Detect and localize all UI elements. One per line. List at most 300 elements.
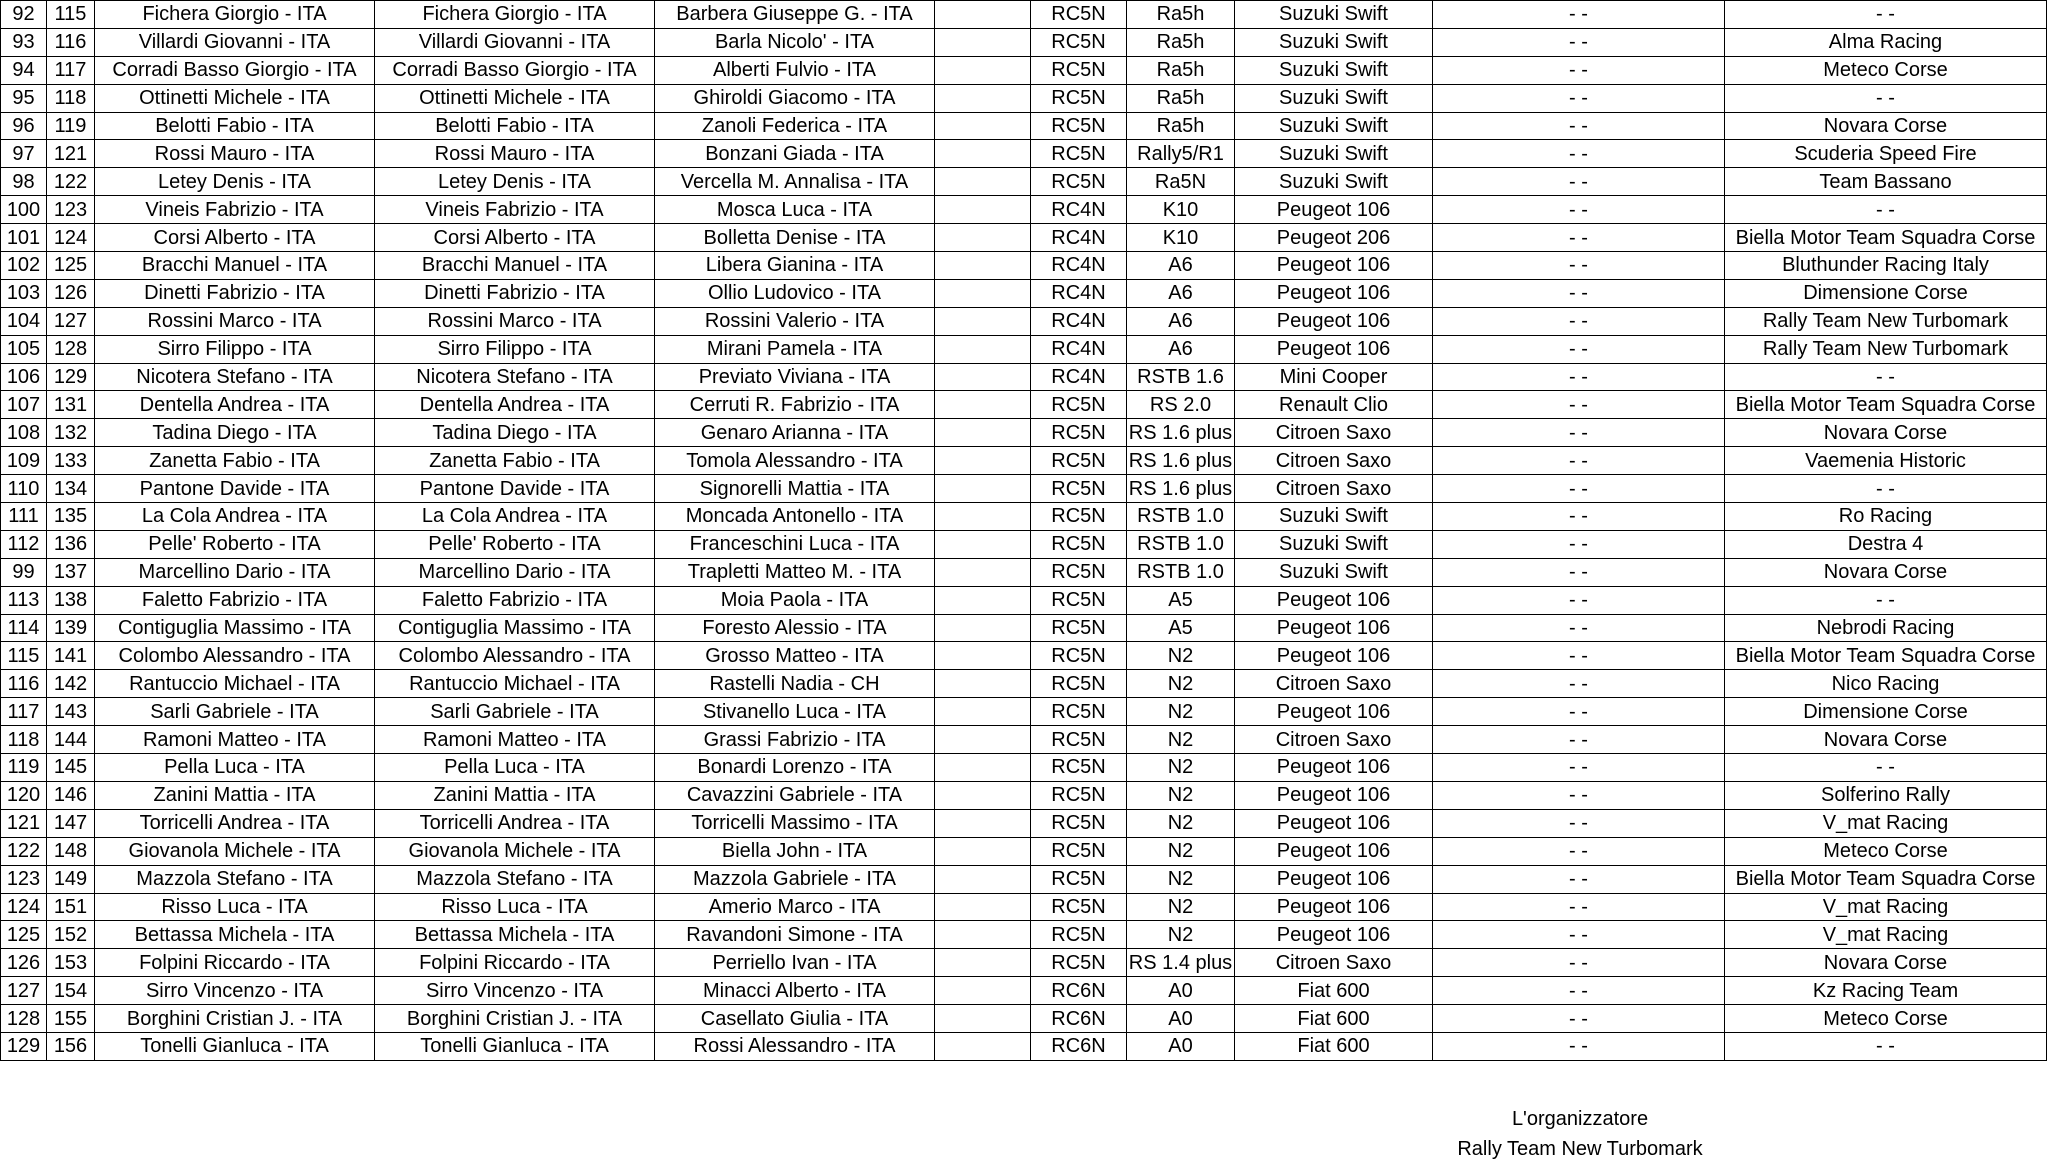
team-cell: Dimensione Corse — [1725, 279, 2047, 307]
blank-cell — [935, 698, 1031, 726]
order-cell: 117 — [1, 698, 47, 726]
car-cell: Peugeot 106 — [1235, 837, 1433, 865]
car-cell: Peugeot 206 — [1235, 224, 1433, 252]
competitor-cell: Corsi Alberto - ITA — [95, 224, 375, 252]
team-cell: Alma Racing — [1725, 28, 2047, 56]
competitor-cell: Folpini Riccardo - ITA — [95, 949, 375, 977]
blank-cell — [935, 949, 1031, 977]
competitor-cell: Giovanola Michele - ITA — [95, 837, 375, 865]
table-row — [1, 28, 2047, 56]
car-cell: Citroen Saxo — [1235, 949, 1433, 977]
car-cell: Suzuki Swift — [1235, 140, 1433, 168]
driver-cell: Corradi Basso Giorgio - ITA — [375, 56, 655, 84]
class-cell: A6 — [1127, 279, 1235, 307]
license-cell: - - — [1433, 307, 1725, 335]
driver-cell: Pantone Davide - ITA — [375, 475, 655, 503]
codriver-cell: Rossi Alessandro - ITA — [655, 1032, 935, 1060]
license-cell: - - — [1433, 419, 1725, 447]
driver-cell: Rossi Mauro - ITA — [375, 140, 655, 168]
driver-cell: Bracchi Manuel - ITA — [375, 252, 655, 280]
race-number-cell: 127 — [47, 307, 95, 335]
driver-cell: Tadina Diego - ITA — [375, 419, 655, 447]
order-cell: 111 — [1, 503, 47, 531]
class-cell: Ra5h — [1127, 1, 1235, 29]
blank-cell — [935, 335, 1031, 363]
class-cell: N2 — [1127, 809, 1235, 837]
driver-cell: Mazzola Stefano - ITA — [375, 865, 655, 893]
codriver-cell: Amerio Marco - ITA — [655, 893, 935, 921]
table-row — [1, 279, 2047, 307]
driver-cell: Contiguglia Massimo - ITA — [375, 614, 655, 642]
license-cell: - - — [1433, 391, 1725, 419]
race-number-cell: 116 — [47, 28, 95, 56]
car-cell: Peugeot 106 — [1235, 893, 1433, 921]
codriver-cell: Biella John - ITA — [655, 837, 935, 865]
race-number-cell: 128 — [47, 335, 95, 363]
license-cell: - - — [1433, 84, 1725, 112]
race-number-cell: 148 — [47, 837, 95, 865]
group-cell: RC5N — [1031, 809, 1127, 837]
group-cell: RC5N — [1031, 447, 1127, 475]
table-row — [1, 893, 2047, 921]
group-cell: RC5N — [1031, 670, 1127, 698]
order-cell: 106 — [1, 363, 47, 391]
team-cell: Novara Corse — [1725, 419, 2047, 447]
driver-cell: Corsi Alberto - ITA — [375, 224, 655, 252]
order-cell: 127 — [1, 977, 47, 1005]
class-cell: RSTB 1.6 — [1127, 363, 1235, 391]
competitor-cell: Corradi Basso Giorgio - ITA — [95, 56, 375, 84]
codriver-cell: Moncada Antonello - ITA — [655, 503, 935, 531]
table-row — [1, 84, 2047, 112]
blank-cell — [935, 726, 1031, 754]
class-cell: K10 — [1127, 224, 1235, 252]
license-cell: - - — [1433, 1, 1725, 29]
class-cell: Ra5h — [1127, 84, 1235, 112]
order-cell: 119 — [1, 754, 47, 782]
driver-cell: Folpini Riccardo - ITA — [375, 949, 655, 977]
blank-cell — [935, 503, 1031, 531]
competitor-cell: Risso Luca - ITA — [95, 893, 375, 921]
license-cell: - - — [1433, 586, 1725, 614]
group-cell: RC5N — [1031, 949, 1127, 977]
blank-cell — [935, 1032, 1031, 1060]
codriver-cell: Trapletti Matteo M. - ITA — [655, 558, 935, 586]
competitor-cell: Nicotera Stefano - ITA — [95, 363, 375, 391]
codriver-cell: Mazzola Gabriele - ITA — [655, 865, 935, 893]
class-cell: N2 — [1127, 754, 1235, 782]
competitor-cell: Sarli Gabriele - ITA — [95, 698, 375, 726]
driver-cell: Tonelli Gianluca - ITA — [375, 1032, 655, 1060]
blank-cell — [935, 391, 1031, 419]
car-cell: Suzuki Swift — [1235, 1, 1433, 29]
group-cell: RC5N — [1031, 503, 1127, 531]
team-cell: Meteco Corse — [1725, 837, 2047, 865]
competitor-cell: Vineis Fabrizio - ITA — [95, 196, 375, 224]
table-row — [1, 252, 2047, 280]
table-row — [1, 196, 2047, 224]
group-cell: RC5N — [1031, 28, 1127, 56]
blank-cell — [935, 84, 1031, 112]
blank-cell — [935, 168, 1031, 196]
license-cell: - - — [1433, 977, 1725, 1005]
driver-cell: Dinetti Fabrizio - ITA — [375, 279, 655, 307]
competitor-cell: Rantuccio Michael - ITA — [95, 670, 375, 698]
group-cell: RC4N — [1031, 307, 1127, 335]
driver-cell: Vineis Fabrizio - ITA — [375, 196, 655, 224]
class-cell: A6 — [1127, 252, 1235, 280]
table-row — [1, 1005, 2047, 1033]
class-cell: N2 — [1127, 726, 1235, 754]
group-cell: RC5N — [1031, 419, 1127, 447]
order-cell: 109 — [1, 447, 47, 475]
driver-cell: Ottinetti Michele - ITA — [375, 84, 655, 112]
team-cell: Meteco Corse — [1725, 56, 2047, 84]
class-cell: RS 1.6 plus — [1127, 419, 1235, 447]
codriver-cell: Alberti Fulvio - ITA — [655, 56, 935, 84]
car-cell: Suzuki Swift — [1235, 530, 1433, 558]
driver-cell: Belotti Fabio - ITA — [375, 112, 655, 140]
license-cell: - - — [1433, 224, 1725, 252]
group-cell: RC4N — [1031, 196, 1127, 224]
race-number-cell: 153 — [47, 949, 95, 977]
class-cell: N2 — [1127, 698, 1235, 726]
group-cell: RC5N — [1031, 893, 1127, 921]
codriver-cell: Rastelli Nadia - CH — [655, 670, 935, 698]
table-row — [1, 475, 2047, 503]
order-cell: 110 — [1, 475, 47, 503]
car-cell: Peugeot 106 — [1235, 698, 1433, 726]
table-row — [1, 670, 2047, 698]
order-cell: 99 — [1, 558, 47, 586]
class-cell: Ra5h — [1127, 28, 1235, 56]
race-number-cell: 154 — [47, 977, 95, 1005]
blank-cell — [935, 252, 1031, 280]
competitor-cell: Tadina Diego - ITA — [95, 419, 375, 447]
team-cell: Vaemenia Historic — [1725, 447, 2047, 475]
blank-cell — [935, 363, 1031, 391]
team-cell: - - — [1725, 754, 2047, 782]
license-cell: - - — [1433, 893, 1725, 921]
car-cell: Peugeot 106 — [1235, 279, 1433, 307]
class-cell: N2 — [1127, 865, 1235, 893]
codriver-cell: Perriello Ivan - ITA — [655, 949, 935, 977]
team-cell: Biella Motor Team Squadra Corse — [1725, 642, 2047, 670]
class-cell: Ra5h — [1127, 112, 1235, 140]
class-cell: RS 1.6 plus — [1127, 447, 1235, 475]
car-cell: Fiat 600 — [1235, 1005, 1433, 1033]
blank-cell — [935, 224, 1031, 252]
blank-cell — [935, 586, 1031, 614]
blank-cell — [935, 307, 1031, 335]
competitor-cell: Bracchi Manuel - ITA — [95, 252, 375, 280]
blank-cell — [935, 28, 1031, 56]
competitor-cell: Colombo Alessandro - ITA — [95, 642, 375, 670]
license-cell: - - — [1433, 726, 1725, 754]
blank-cell — [935, 558, 1031, 586]
license-cell: - - — [1433, 475, 1725, 503]
car-cell: Peugeot 106 — [1235, 921, 1433, 949]
group-cell: RC5N — [1031, 84, 1127, 112]
order-cell: 92 — [1, 1, 47, 29]
table-row — [1, 977, 2047, 1005]
competitor-cell: Rossini Marco - ITA — [95, 307, 375, 335]
license-cell: - - — [1433, 614, 1725, 642]
group-cell: RC5N — [1031, 558, 1127, 586]
class-cell: A0 — [1127, 1005, 1235, 1033]
order-cell: 104 — [1, 307, 47, 335]
race-number-cell: 145 — [47, 754, 95, 782]
competitor-cell: Faletto Fabrizio - ITA — [95, 586, 375, 614]
order-cell: 120 — [1, 781, 47, 809]
order-cell: 112 — [1, 530, 47, 558]
car-cell: Peugeot 106 — [1235, 809, 1433, 837]
blank-cell — [935, 447, 1031, 475]
race-number-cell: 146 — [47, 781, 95, 809]
race-number-cell: 126 — [47, 279, 95, 307]
class-cell: A6 — [1127, 307, 1235, 335]
competitor-cell: Sirro Vincenzo - ITA — [95, 977, 375, 1005]
race-number-cell: 119 — [47, 112, 95, 140]
driver-cell: Colombo Alessandro - ITA — [375, 642, 655, 670]
car-cell: Peugeot 106 — [1235, 307, 1433, 335]
group-cell: RC5N — [1031, 475, 1127, 503]
car-cell: Citroen Saxo — [1235, 475, 1433, 503]
group-cell: RC5N — [1031, 530, 1127, 558]
team-cell: Team Bassano — [1725, 168, 2047, 196]
table-row — [1, 56, 2047, 84]
group-cell: RC5N — [1031, 168, 1127, 196]
driver-cell: Faletto Fabrizio - ITA — [375, 586, 655, 614]
table-row — [1, 112, 2047, 140]
team-cell: V_mat Racing — [1725, 809, 2047, 837]
class-cell: Ra5h — [1127, 56, 1235, 84]
team-cell: Rally Team New Turbomark — [1725, 307, 2047, 335]
car-cell: Peugeot 106 — [1235, 865, 1433, 893]
table-row — [1, 224, 2047, 252]
team-cell: Solferino Rally — [1725, 781, 2047, 809]
group-cell: RC6N — [1031, 1032, 1127, 1060]
table-row — [1, 921, 2047, 949]
competitor-cell: Dentella Andrea - ITA — [95, 391, 375, 419]
codriver-cell: Bolletta Denise - ITA — [655, 224, 935, 252]
codriver-cell: Bonzani Giada - ITA — [655, 140, 935, 168]
blank-cell — [935, 837, 1031, 865]
codriver-cell: Zanoli Federica - ITA — [655, 112, 935, 140]
class-cell: RS 2.0 — [1127, 391, 1235, 419]
order-cell: 118 — [1, 726, 47, 754]
team-cell: Novara Corse — [1725, 726, 2047, 754]
license-cell: - - — [1433, 781, 1725, 809]
organizer-label: L'organizzatore — [1511, 1108, 1649, 1130]
table-row — [1, 140, 2047, 168]
race-number-cell: 142 — [47, 670, 95, 698]
driver-cell: Letey Denis - ITA — [375, 168, 655, 196]
codriver-cell: Previato Viviana - ITA — [655, 363, 935, 391]
codriver-cell: Mosca Luca - ITA — [655, 196, 935, 224]
blank-cell — [935, 279, 1031, 307]
codriver-cell: Rossini Valerio - ITA — [655, 307, 935, 335]
blank-cell — [935, 642, 1031, 670]
race-number-cell: 132 — [47, 419, 95, 447]
license-cell: - - — [1433, 28, 1725, 56]
race-number-cell: 151 — [47, 893, 95, 921]
order-cell: 121 — [1, 809, 47, 837]
car-cell: Peugeot 106 — [1235, 252, 1433, 280]
class-cell: RS 1.6 plus — [1127, 475, 1235, 503]
group-cell: RC6N — [1031, 977, 1127, 1005]
driver-cell: Sirro Vincenzo - ITA — [375, 977, 655, 1005]
blank-cell — [935, 112, 1031, 140]
car-cell: Citroen Saxo — [1235, 726, 1433, 754]
class-cell: N2 — [1127, 893, 1235, 921]
entry-list-body — [1, 1, 2047, 1061]
blank-cell — [935, 670, 1031, 698]
competitor-cell: Fichera Giorgio - ITA — [95, 1, 375, 29]
race-number-cell: 139 — [47, 614, 95, 642]
group-cell: RC5N — [1031, 754, 1127, 782]
codriver-cell: Minacci Alberto - ITA — [655, 977, 935, 1005]
competitor-cell: Ramoni Matteo - ITA — [95, 726, 375, 754]
table-row — [1, 642, 2047, 670]
competitor-cell: Tonelli Gianluca - ITA — [95, 1032, 375, 1060]
codriver-cell: Franceschini Luca - ITA — [655, 530, 935, 558]
race-number-cell: 156 — [47, 1032, 95, 1060]
team-cell: - - — [1725, 363, 2047, 391]
race-number-cell: 136 — [47, 530, 95, 558]
group-cell: RC5N — [1031, 614, 1127, 642]
competitor-cell: Pelle' Roberto - ITA — [95, 530, 375, 558]
competitor-cell: Rossi Mauro - ITA — [95, 140, 375, 168]
codriver-cell: Cerruti R. Fabrizio - ITA — [655, 391, 935, 419]
order-cell: 124 — [1, 893, 47, 921]
race-number-cell: 152 — [47, 921, 95, 949]
group-cell: RC4N — [1031, 279, 1127, 307]
team-cell: Novara Corse — [1725, 558, 2047, 586]
class-cell: A5 — [1127, 614, 1235, 642]
car-cell: Peugeot 106 — [1235, 614, 1433, 642]
race-number-cell: 134 — [47, 475, 95, 503]
order-cell: 98 — [1, 168, 47, 196]
race-number-cell: 129 — [47, 363, 95, 391]
table-row — [1, 865, 2047, 893]
codriver-cell: Mirani Pamela - ITA — [655, 335, 935, 363]
order-cell: 96 — [1, 112, 47, 140]
organizer-name: Rally Team New Turbomark — [1457, 1138, 1703, 1160]
car-cell: Suzuki Swift — [1235, 84, 1433, 112]
race-number-cell: 144 — [47, 726, 95, 754]
order-cell: 93 — [1, 28, 47, 56]
table-row — [1, 503, 2047, 531]
team-cell: V_mat Racing — [1725, 921, 2047, 949]
order-cell: 129 — [1, 1032, 47, 1060]
class-cell: Rally5/R1 — [1127, 140, 1235, 168]
competitor-cell: Pantone Davide - ITA — [95, 475, 375, 503]
driver-cell: Sirro Filippo - ITA — [375, 335, 655, 363]
car-cell: Suzuki Swift — [1235, 503, 1433, 531]
codriver-cell: Ravandoni Simone - ITA — [655, 921, 935, 949]
codriver-cell: Grosso Matteo - ITA — [655, 642, 935, 670]
car-cell: Fiat 600 — [1235, 977, 1433, 1005]
license-cell: - - — [1433, 1005, 1725, 1033]
group-cell: RC5N — [1031, 140, 1127, 168]
license-cell: - - — [1433, 168, 1725, 196]
license-cell: - - — [1433, 335, 1725, 363]
driver-cell: Pella Luca - ITA — [375, 754, 655, 782]
car-cell: Peugeot 106 — [1235, 781, 1433, 809]
driver-cell: Torricelli Andrea - ITA — [375, 809, 655, 837]
car-cell: Fiat 600 — [1235, 1032, 1433, 1060]
race-number-cell: 117 — [47, 56, 95, 84]
group-cell: RC5N — [1031, 865, 1127, 893]
driver-cell: Borghini Cristian J. - ITA — [375, 1005, 655, 1033]
blank-cell — [935, 475, 1031, 503]
group-cell: RC5N — [1031, 698, 1127, 726]
team-cell: Bluthunder Racing Italy — [1725, 252, 2047, 280]
team-cell: Scuderia Speed Fire — [1725, 140, 2047, 168]
table-row — [1, 419, 2047, 447]
car-cell: Suzuki Swift — [1235, 56, 1433, 84]
competitor-cell: Ottinetti Michele - ITA — [95, 84, 375, 112]
table-row — [1, 363, 2047, 391]
license-cell: - - — [1433, 949, 1725, 977]
table-row — [1, 168, 2047, 196]
codriver-cell: Ghiroldi Giacomo - ITA — [655, 84, 935, 112]
driver-cell: Marcellino Dario - ITA — [375, 558, 655, 586]
team-cell: - - — [1725, 1032, 2047, 1060]
race-number-cell: 141 — [47, 642, 95, 670]
order-cell: 103 — [1, 279, 47, 307]
table-row — [1, 698, 2047, 726]
blank-cell — [935, 893, 1031, 921]
group-cell: RC5N — [1031, 726, 1127, 754]
order-cell: 123 — [1, 865, 47, 893]
blank-cell — [935, 781, 1031, 809]
group-cell: RC5N — [1031, 837, 1127, 865]
class-cell: RS 1.4 plus — [1127, 949, 1235, 977]
license-cell: - - — [1433, 279, 1725, 307]
team-cell: Dimensione Corse — [1725, 698, 2047, 726]
race-number-cell: 118 — [47, 84, 95, 112]
competitor-cell: Pella Luca - ITA — [95, 754, 375, 782]
codriver-cell: Cavazzini Gabriele - ITA — [655, 781, 935, 809]
team-cell: Kz Racing Team — [1725, 977, 2047, 1005]
race-number-cell: 133 — [47, 447, 95, 475]
codriver-cell: Foresto Alessio - ITA — [655, 614, 935, 642]
blank-cell — [935, 614, 1031, 642]
codriver-cell: Vercella M. Annalisa - ITA — [655, 168, 935, 196]
group-cell: RC5N — [1031, 921, 1127, 949]
class-cell: N2 — [1127, 781, 1235, 809]
car-cell: Suzuki Swift — [1235, 558, 1433, 586]
car-cell: Renault Clio — [1235, 391, 1433, 419]
driver-cell: La Cola Andrea - ITA — [375, 503, 655, 531]
competitor-cell: Borghini Cristian J. - ITA — [95, 1005, 375, 1033]
driver-cell: Dentella Andrea - ITA — [375, 391, 655, 419]
team-cell: - - — [1725, 1, 2047, 29]
driver-cell: Zanini Mattia - ITA — [375, 781, 655, 809]
blank-cell — [935, 809, 1031, 837]
table-row — [1, 586, 2047, 614]
class-cell: RSTB 1.0 — [1127, 558, 1235, 586]
race-number-cell: 155 — [47, 1005, 95, 1033]
competitor-cell: Belotti Fabio - ITA — [95, 112, 375, 140]
team-cell: Destra 4 — [1725, 530, 2047, 558]
race-number-cell: 138 — [47, 586, 95, 614]
codriver-cell: Casellato Giulia - ITA — [655, 1005, 935, 1033]
group-cell: RC4N — [1031, 224, 1127, 252]
table-row — [1, 1032, 2047, 1060]
